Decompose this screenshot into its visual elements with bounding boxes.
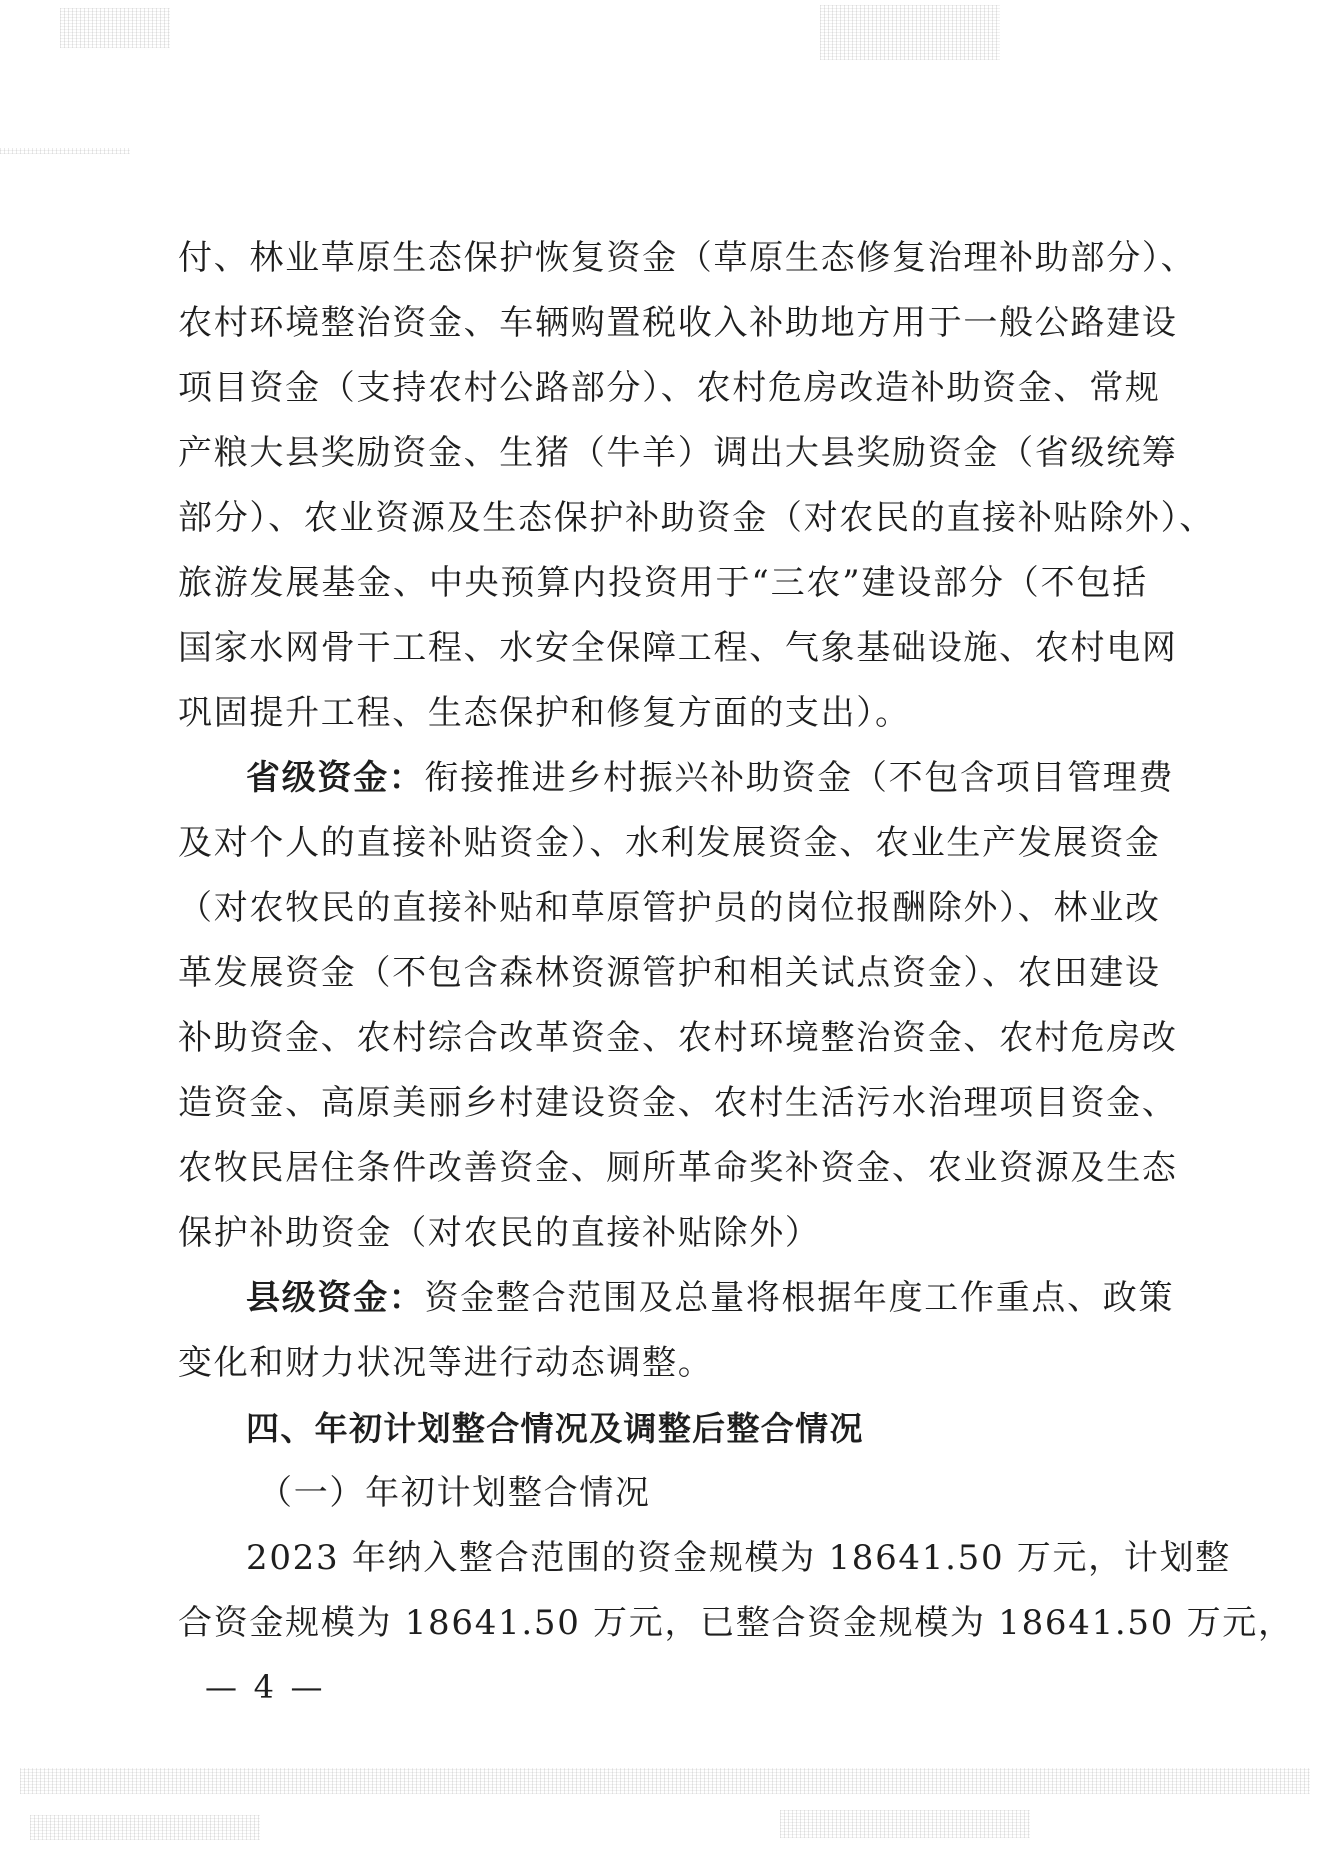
paragraph-line: 付、林业草原生态保护恢复资金（草原生态修复治理补助部分）、 xyxy=(178,238,1197,278)
section-heading: 四、年初计划整合情况及调整后整合情况 xyxy=(246,1409,864,1448)
scan-artifact-bottom-band xyxy=(20,1768,1310,1794)
provincial-funds-text: 衔接推进乡村振兴补助资金（不包含项目管理费 xyxy=(424,758,1175,798)
paragraph-line: 项目资金（支持农村公路部分）、农村危房改造补助资金、常规 xyxy=(178,368,1161,408)
paragraph-line: 保护补助资金（对农民的直接补贴除外） xyxy=(178,1213,821,1253)
county-funds-text: 资金整合范围及总量将根据年度工作重点、政策 xyxy=(424,1278,1175,1318)
paragraph-line: 革发展资金（不包含森林资源管护和相关试点资金）、农田建设 xyxy=(178,953,1161,993)
subsection-heading: （一）年初计划整合情况 xyxy=(258,1473,651,1513)
page-number: — 4 — xyxy=(205,1668,326,1706)
document-body xyxy=(178,226,1294,1656)
paragraph-line: 及对个人的直接补贴资金）、水利发展资金、农业生产发展资金 xyxy=(178,823,1161,863)
paragraph-line: 部分）、农业资源及生态保护补助资金（对农民的直接补贴除外）、 xyxy=(178,498,1215,538)
provincial-funds-label: 省级资金： xyxy=(246,758,425,798)
scan-artifact-left-edge xyxy=(0,148,130,154)
paragraph-line: 造资金、高原美丽乡村建设资金、农村生活污水治理项目资金、 xyxy=(178,1083,1178,1123)
provincial-funds-first-line xyxy=(178,746,1175,811)
paragraph-line: 农村环境整治资金、车辆购置税收入补助地方用于一般公路建设 xyxy=(178,303,1178,343)
paragraph-line: 产粮大县奖励资金、生猪（牛羊）调出大县奖励资金（省级统筹 xyxy=(178,433,1178,473)
paragraph-line: 国家水网骨干工程、水安全保障工程、气象基础设施、农村电网 xyxy=(178,628,1178,668)
paragraph-line: 巩固提升工程、生态保护和修复方面的支出）。 xyxy=(178,693,911,733)
county-funds-label: 县级资金： xyxy=(246,1278,425,1318)
scan-artifact-top-left xyxy=(60,8,170,48)
scan-artifact-bottom-right xyxy=(780,1810,1030,1838)
paragraph-line: 2023 年纳入整合范围的资金规模为 18641.50 万元，计划整 xyxy=(246,1538,1231,1578)
paragraph-line: 补助资金、农村综合改革资金、农村环境整治资金、农村危房改 xyxy=(178,1018,1178,1058)
scan-artifact-top-right xyxy=(820,5,1000,60)
county-funds-first-line xyxy=(178,1266,1175,1331)
paragraph-line: 农牧民居住条件改善资金、厕所革命奖补资金、农业资源及生态 xyxy=(178,1148,1178,1188)
paragraph-line: （对农牧民的直接补贴和草原管护员的岗位报酬除外）、林业改 xyxy=(178,888,1161,928)
scan-artifact-bottom-left xyxy=(30,1815,260,1840)
paragraph-line: 变化和财力状况等进行动态调整。 xyxy=(178,1343,714,1383)
paragraph-line: 旅游发展基金、中央预算内投资用于“三农”建设部分（不包括 xyxy=(178,563,1148,603)
paragraph-line: 合资金规模为 18641.50 万元，已整合资金规模为 18641.50 万元， xyxy=(178,1603,1294,1643)
